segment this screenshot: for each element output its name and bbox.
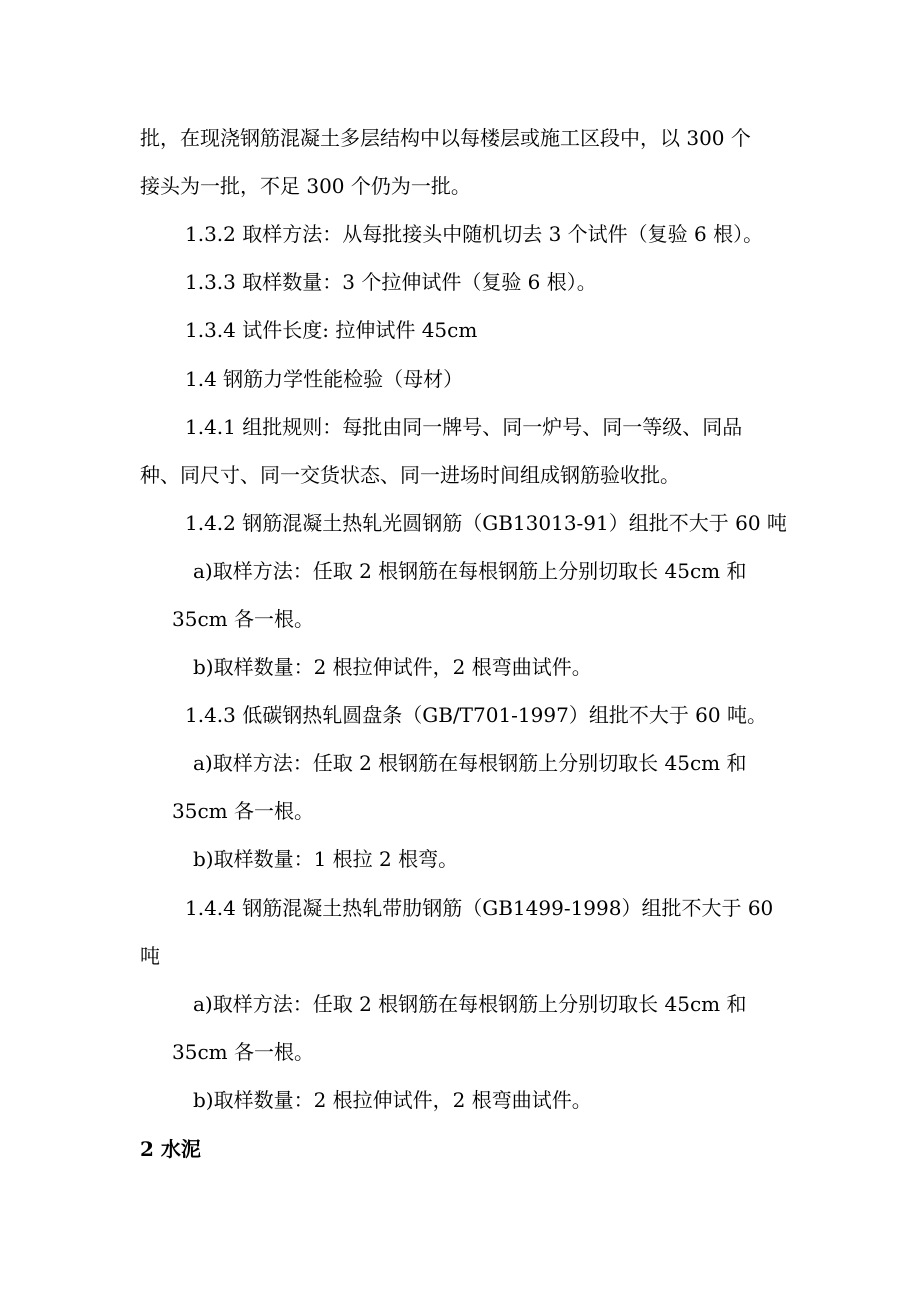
text-line-6: 1.4 钢筋力学性能检验（母材）	[185, 367, 464, 391]
text-line-8: 种、同尺寸、同一交货状态、同一进场时间组成钢筋验收批。	[140, 463, 680, 487]
section-heading: 2 水泥	[140, 1137, 201, 1161]
text-line-20: 35cm 各一根。	[172, 1040, 314, 1064]
text-line-3: 1.3.2 取样方法：从每批接头中随机切去 3 个试件（复验 6 根）。	[185, 222, 764, 246]
text-line-13: 1.4.3 低碳钢热轧圆盘条（GB/T701-1997）组批不大于 60 吨。	[185, 703, 767, 727]
text-line-18: 吨	[140, 944, 160, 968]
text-line-4: 1.3.3 取样数量：3 个拉伸试件（复验 6 根）。	[185, 270, 597, 294]
text-line-19: a)取样方法：任取 2 根钢筋在每根钢筋上分别切取长 45cm 和	[193, 992, 747, 1016]
text-line-7: 1.4.1 组批规则：每批由同一牌号、同一炉号、同一等级、同品	[185, 415, 743, 439]
text-line-11: 35cm 各一根。	[172, 607, 314, 631]
text-line-17: 1.4.4 钢筋混凝土热轧带肋钢筋（GB1499-1998）组批不大于 60	[185, 896, 774, 920]
text-line-1: 批，在现浇钢筋混凝土多层结构中以每楼层或施工区段中，以 300 个	[140, 126, 751, 150]
text-line-14: a)取样方法：任取 2 根钢筋在每根钢筋上分别切取长 45cm 和	[193, 751, 747, 775]
text-line-21: b)取样数量：2 根拉伸试件，2 根弯曲试件。	[193, 1088, 592, 1112]
text-line-9: 1.4.2 钢筋混凝土热轧光圆钢筋（GB13013-91）组批不大于 60 吨	[185, 511, 787, 535]
text-line-15: 35cm 各一根。	[172, 799, 314, 823]
text-line-12: b)取样数量：2 根拉伸试件，2 根弯曲试件。	[193, 655, 592, 679]
text-line-5: 1.3.4 试件长度: 拉伸试件 45cm	[185, 318, 478, 342]
text-line-16: b)取样数量：1 根拉 2 根弯。	[193, 847, 459, 871]
text-line-2: 接头为一批，不足 300 个仍为一批。	[140, 174, 471, 198]
text-line-10: a)取样方法：任取 2 根钢筋在每根钢筋上分别切取长 45cm 和	[193, 559, 747, 583]
